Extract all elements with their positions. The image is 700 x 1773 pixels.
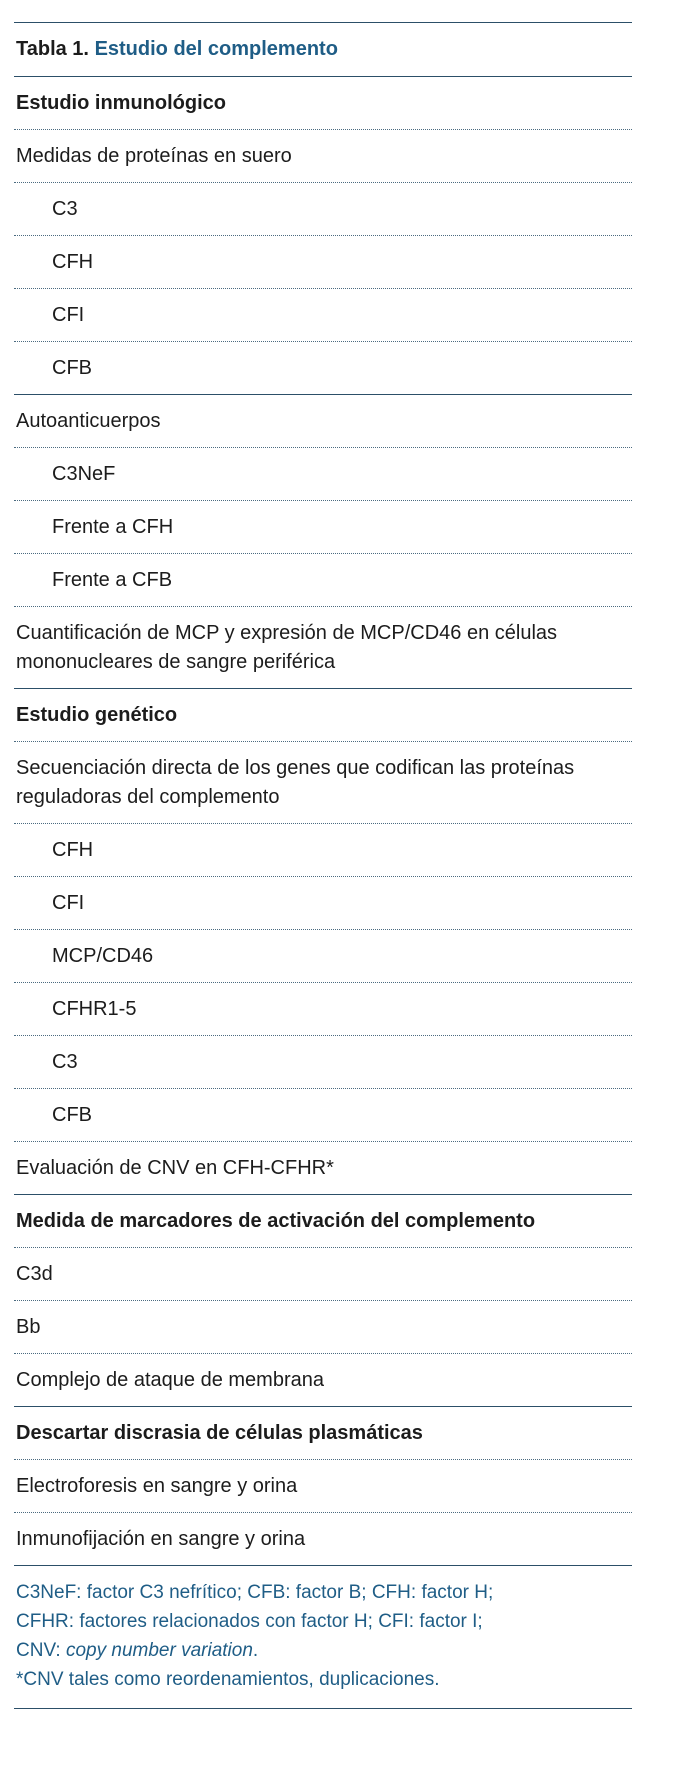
section-heading-text: Estudio inmunológico [16, 91, 226, 114]
row-text: Medidas de proteínas en suero [16, 144, 292, 167]
row-text: CFH [52, 250, 94, 273]
table-row [14, 1248, 632, 1301]
table-row [14, 877, 632, 930]
section-heading-row [14, 77, 632, 130]
row-text: Complejo de ataque de membrana [16, 1368, 324, 1391]
footnote-cnv-suffix: . [252, 1640, 259, 1661]
table-row [14, 983, 632, 1036]
table-title: Estudio del complemento [94, 38, 338, 60]
row-text: CFB [52, 356, 92, 379]
table-row [14, 236, 632, 289]
row-text: Bb [16, 1315, 41, 1338]
row-text: Autoanticuerpos [16, 409, 161, 432]
row-text: Frente a CFB [52, 568, 173, 591]
row-text: CFB [52, 1103, 92, 1126]
table-row [14, 501, 632, 554]
section-heading-text: Descartar discrasia de células plasmáticas [16, 1421, 423, 1444]
table-row [14, 1301, 632, 1354]
row-text: C3 [52, 197, 78, 220]
table-row [14, 448, 632, 501]
section-heading-row [14, 1407, 632, 1460]
row-text: Inmunofijación en sangre y orina [16, 1527, 306, 1550]
row-text: CFI [52, 891, 85, 914]
table-row [14, 1513, 632, 1566]
footnote-line-4: *CNV tales como reordenamientos, duplicaciones. [16, 1669, 440, 1690]
table-row [14, 1354, 632, 1407]
table-row [14, 930, 632, 983]
row-text: C3 [52, 1050, 78, 1073]
row-text: C3d [16, 1262, 53, 1285]
table-row [14, 183, 632, 236]
row-text: Frente a CFH [52, 515, 174, 538]
row-text: MCP/CD46 [52, 944, 154, 967]
table-body [14, 77, 632, 1566]
table-footnote [14, 1566, 632, 1709]
row-text: CFI [52, 303, 85, 326]
footnote-line-1: C3NeF: factor C3 nefrítico; CFB: factor B; CFH: factor H; [16, 1582, 494, 1603]
section-heading-row [14, 689, 632, 742]
row-text: Cuantificación de MCP y expresión de MCP/CD46 en células mononucleares de sangre periférica [16, 621, 558, 673]
table-row [14, 395, 632, 448]
table-caption [14, 23, 632, 77]
table-row [14, 1089, 632, 1142]
row-text: Evaluación de CNV en CFH-CFHR* [16, 1156, 334, 1179]
footnote-line-3 [16, 1636, 632, 1665]
table-row [14, 742, 632, 824]
section-heading-text: Estudio genético [16, 703, 178, 726]
row-text: CFH [52, 838, 94, 861]
section-heading-text: Medida de marcadores de activación del complemento [16, 1209, 536, 1232]
table-row [14, 824, 632, 877]
table-row [14, 289, 632, 342]
table-row [14, 1460, 632, 1513]
table-number: Tabla 1. [16, 38, 89, 60]
footnote-line-2: CFHR: factores relacionados con factor H; CFI: factor I; [16, 1611, 483, 1632]
row-text: C3NeF [52, 462, 116, 485]
row-text: Electroforesis en sangre y orina [16, 1474, 298, 1497]
footnote-cnv-definition: copy number variation [65, 1640, 253, 1661]
table-row [14, 130, 632, 183]
table-row [14, 554, 632, 607]
complement-study-table [14, 22, 632, 1709]
table-row [14, 342, 632, 395]
row-text: Secuenciación directa de los genes que codifican las proteínas reguladoras del complemento [16, 756, 575, 808]
footnote-cnv-prefix: CNV: [16, 1640, 66, 1661]
row-text: CFHR1-5 [52, 997, 137, 1020]
table-row [14, 607, 632, 689]
section-heading-row [14, 1195, 632, 1248]
table-row [14, 1036, 632, 1089]
table-row [14, 1142, 632, 1195]
